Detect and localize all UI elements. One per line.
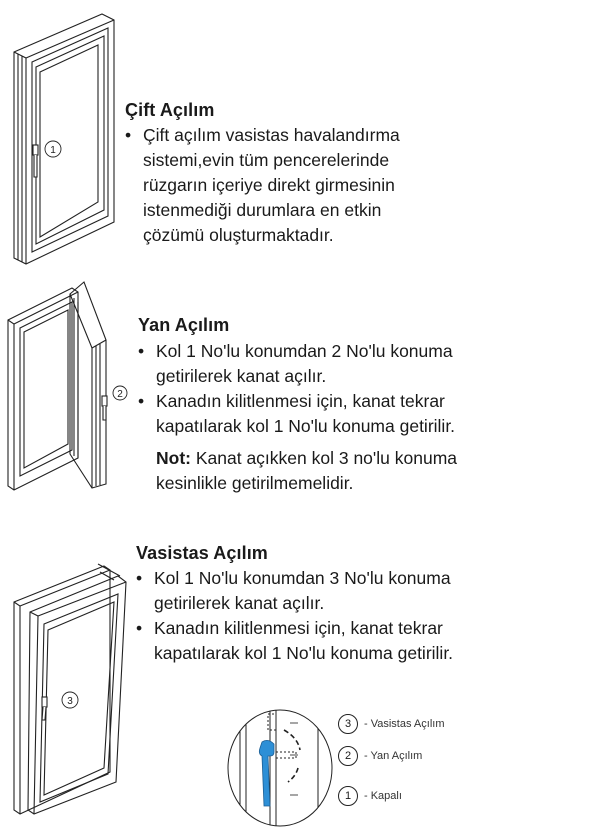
section-title-vasistas-acilim: Vasistas Açılım [136,543,268,563]
bullet-line: çözümü oluşturmaktadır. [143,225,334,245]
legend-item [338,785,402,807]
note-label: Not: [156,448,191,468]
bullet-line: • Kol 1 No'lu konumdan 2 No'lu konuma [156,341,453,361]
bullet-line: kapatılarak kol 1 No'lu konuma getirilir. [156,416,456,436]
bullet-line: sistemi,evin tüm pencerelerinde [143,150,390,170]
bullet-item [138,339,518,389]
note-text: Kanat açıkken kol 3 no'lu konuma [195,448,458,468]
tilt-turn-window-illustration [10,12,120,267]
figure-number: 1 [50,145,56,156]
legend-label: - Kapalı [364,790,402,802]
legend-item [338,745,422,767]
legend-label: - Vasistas Açılım [364,718,445,730]
handle-legend [330,711,500,811]
bullet-item [136,616,516,666]
bullet-line: • Çift açılım vasistas havalandırma [143,125,400,145]
section-title-cift-acilim: Çift Açılım [125,100,215,120]
legend-item [338,713,444,735]
bullet-item [136,566,516,616]
bullet-line: istenmediği durumlara en etkin [143,200,382,220]
bullet-item [125,123,465,248]
bullet-line: kapatılarak kol 1 No'lu konuma getirilir. [154,643,454,663]
figure-number: 2 [117,389,123,400]
legend-number-circle: 2 [338,746,358,766]
yan-acilim-note [156,446,516,496]
vasistas-acilim-bullets [136,566,516,666]
figure-number: 3 [67,696,73,707]
legend-leader-lines [290,711,330,811]
note-line [156,446,516,471]
bullet-line: rüzgarın içeriye direkt girmesinin [143,175,395,195]
cift-acilim-bullets [125,123,465,248]
legend-label: - Yan Açılım [364,750,423,762]
bullet-line: • Kol 1 No'lu konumdan 3 No'lu konuma [154,568,451,588]
handle-blue [259,740,274,806]
bullet-line: getirilerek kanat açılır. [156,366,327,386]
tilt-open-window-illustration [8,552,138,817]
bullet-item [138,389,518,439]
section-title-yan-acilim: Yan Açılım [138,315,230,335]
bullet-line: • Kanadın kilitlenmesi için, kanat tekrar [154,618,443,638]
note-line: kesinlikle getirilmemelidir. [156,473,354,493]
side-open-window-illustration [2,278,127,498]
bullet-line: • Kanadın kilitlenmesi için, kanat tekrar [156,391,445,411]
yan-acilim-bullets [138,339,518,439]
legend-number-circle: 1 [338,786,358,806]
bullet-line: getirilerek kanat açılır. [154,593,325,613]
legend-number-circle: 3 [338,714,358,734]
